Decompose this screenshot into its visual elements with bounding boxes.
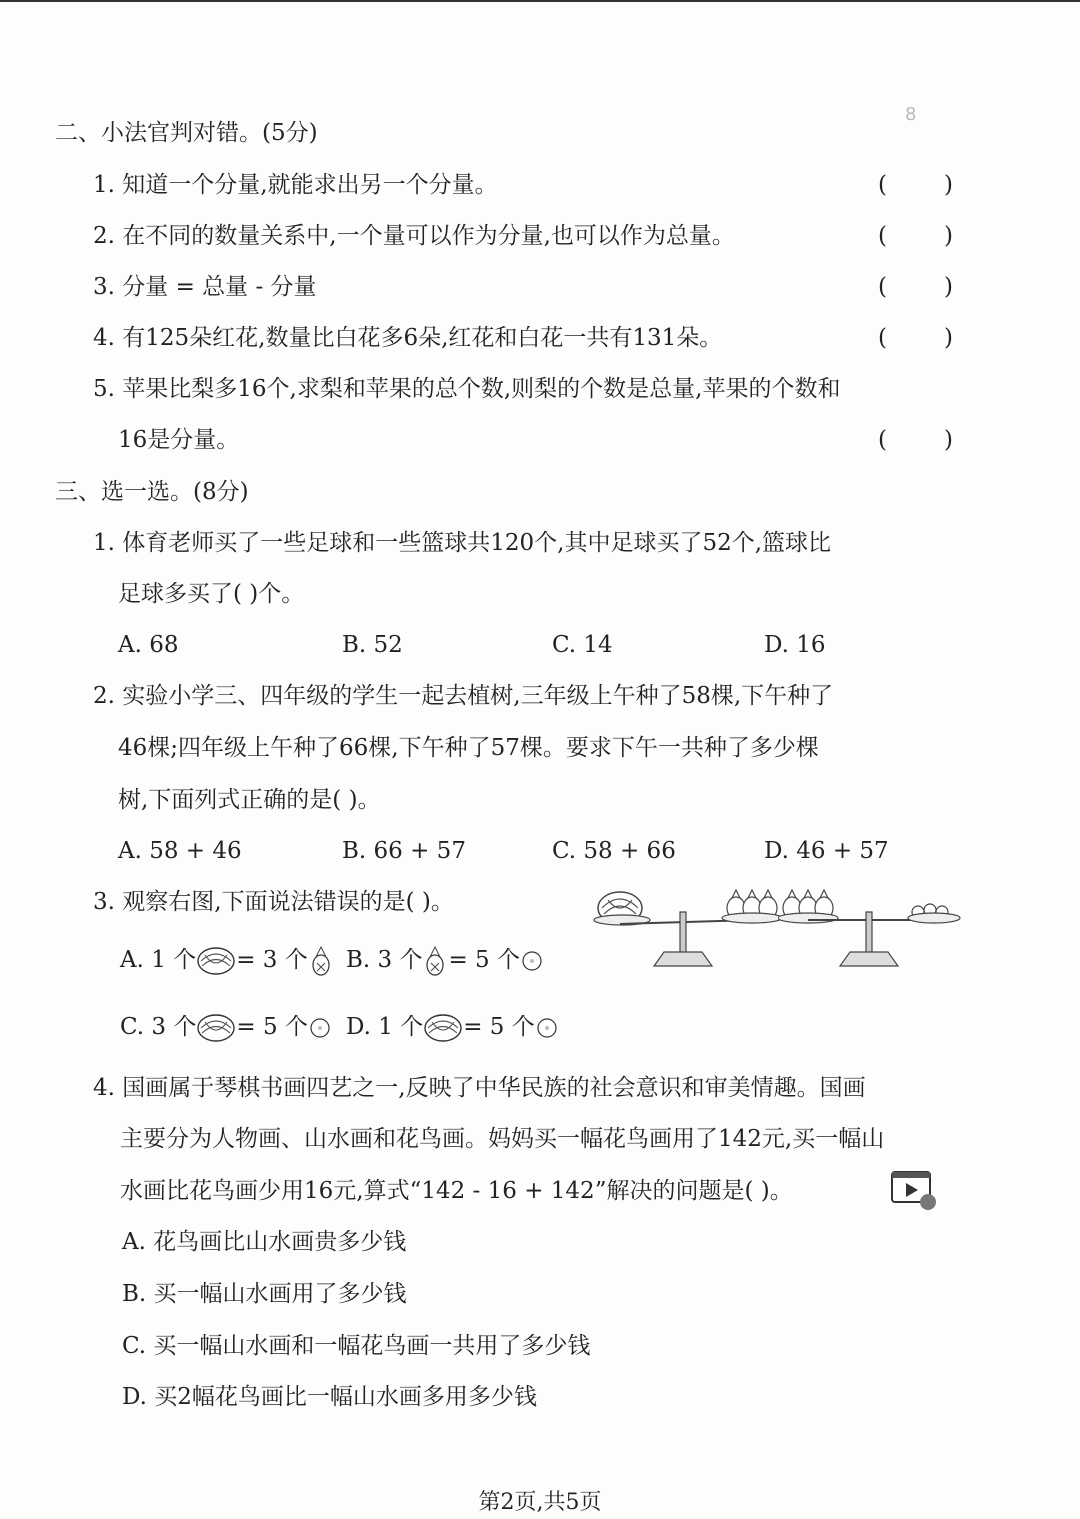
- page-footer: 第2页,共5页: [478, 1490, 602, 1515]
- tf-item-4: 4. 有125朵红花,数量比白花多6朵,红花和白花一共有131朵。: [93, 325, 723, 351]
- q2-option-d[interactable]: D. 46 + 57: [764, 838, 889, 864]
- q4-option-b[interactable]: B. 买一幅山水画用了多少钱: [122, 1281, 407, 1307]
- q3-option-b[interactable]: B. 3 个 = 5 个: [346, 945, 544, 977]
- balance-scale-1: [592, 886, 782, 978]
- q1-option-a[interactable]: A. 68: [118, 632, 179, 658]
- tf-item-5: 5. 苹果比梨多16个,求梨和苹果的总个数,则梨的个数是总量,苹果的个数和: [93, 376, 841, 402]
- q3-line1: 3. 观察右图,下面说法错误的是( )。: [93, 889, 454, 915]
- q3-option-d[interactable]: D. 1 个 = 5 个: [346, 1012, 559, 1044]
- q4-line2: 主要分为人物画、山水画和花鸟画。妈妈买一幅花鸟画用了142元,买一幅山: [120, 1126, 885, 1152]
- q4-line3: 水画比花鸟画少用16元,算式“142 - 16 + 142”解决的问题是( )。: [120, 1178, 793, 1204]
- video-play-icon[interactable]: [890, 1168, 940, 1212]
- section3-title: 三、选一选。(8分): [55, 479, 249, 505]
- q1-line1: 1. 体育老师买了一些足球和一些篮球共120个,其中足球买了52个,篮球比: [93, 530, 832, 556]
- watermelon-icon: [196, 1012, 236, 1044]
- pineapple-icon: [422, 945, 448, 977]
- q1-option-d[interactable]: D. 16: [764, 632, 826, 658]
- tf-item-1: 1. 知道一个分量,就能求出另一个分量。: [93, 172, 498, 198]
- section2-title: 二、小法官判对错。(5分): [55, 120, 318, 146]
- q1-option-c[interactable]: C. 14: [552, 632, 613, 658]
- q3-option-a[interactable]: A. 1 个 = 3 个: [120, 945, 334, 977]
- tf-item-5-cont: 16是分量。: [118, 427, 240, 453]
- q4-line1: 4. 国画属于琴棋书画四艺之一,反映了中华民族的社会意识和审美情趣。国画: [93, 1075, 866, 1101]
- tf-item-2: 2. 在不同的数量关系中,一个量可以作为分量,也可以作为总量。: [93, 223, 735, 249]
- top-border: [0, 0, 1080, 2]
- q2-line3: 树,下面列式正确的是( )。: [118, 787, 381, 813]
- watermelon-icon: [423, 1012, 463, 1044]
- q3-option-c[interactable]: C. 3 个 = 5 个: [120, 1012, 332, 1044]
- q4-option-c[interactable]: C. 买一幅山水画和一幅花鸟画一共用了多少钱: [122, 1333, 591, 1359]
- pineapple-icon: [308, 945, 334, 977]
- q1-line2: 足球多买了( )个。: [118, 581, 305, 607]
- balance-scale-2: [778, 886, 964, 978]
- q4-option-d[interactable]: D. 买2幅花鸟画比一幅山水画多用多少钱: [122, 1384, 537, 1410]
- watermelon-icon: [196, 945, 236, 977]
- orange-icon: [308, 1016, 332, 1040]
- q2-option-b[interactable]: B. 66 + 57: [342, 838, 466, 864]
- q2-option-a[interactable]: A. 58 + 46: [118, 838, 242, 864]
- orange-icon: [520, 949, 544, 973]
- q2-line2: 46棵;四年级上午种了66棵,下午种了57棵。要求下午一共种了多少棵: [118, 735, 819, 761]
- orange-icon: [535, 1016, 559, 1040]
- q1-option-b[interactable]: B. 52: [342, 632, 403, 658]
- corner-mark: 8: [905, 104, 917, 125]
- q2-line1: 2. 实验小学三、四年级的学生一起去植树,三年级上午种了58棵,下午种了: [93, 683, 834, 709]
- q4-option-a[interactable]: A. 花鸟画比山水画贵多少钱: [122, 1229, 407, 1255]
- q2-option-c[interactable]: C. 58 + 66: [552, 838, 676, 864]
- tf-item-3: 3. 分量 = 总量 - 分量: [93, 274, 317, 300]
